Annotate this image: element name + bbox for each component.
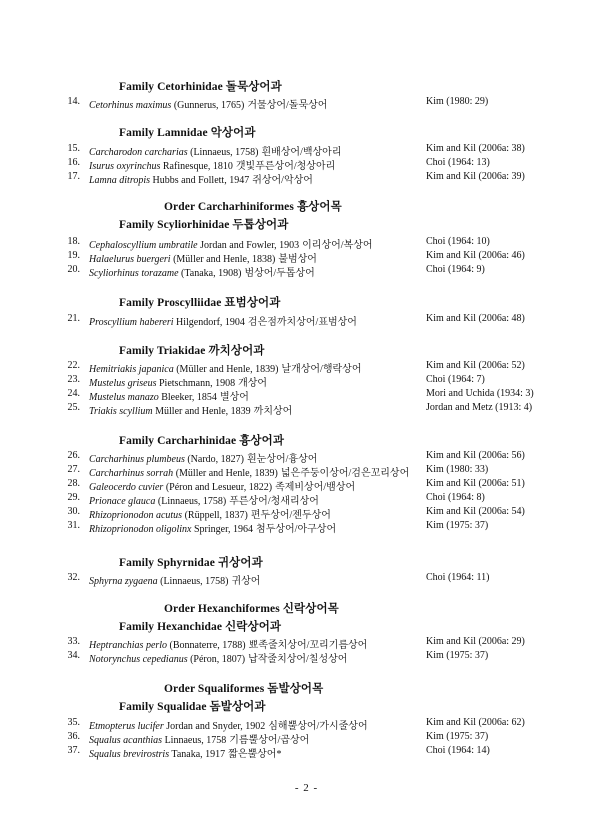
author-year: Linnaeus, 1758 [162, 735, 227, 746]
scientific-name: Cephaloscyllium umbratile [89, 240, 198, 251]
heading-label: Order Squaliformes [164, 683, 265, 695]
entry-number: 30. [67, 506, 80, 517]
korean-name: 검은점까치상어/표범상어 [247, 317, 357, 328]
entry-number: 21. [67, 313, 80, 324]
korean-name: 푸른상어/청새리상어 [229, 496, 319, 507]
heading-label: Family Cetorhinidae [119, 81, 223, 93]
heading-label: Family Lamnidae [119, 127, 208, 139]
scientific-name: Heptranchias perlo [89, 640, 168, 651]
species-name [89, 96, 327, 111]
author-year: Hubbs and Follett, 1947 [150, 175, 250, 186]
reference: Choi (1964: 8) [426, 492, 485, 503]
species-entry [0, 402, 613, 416]
author-year: (Péron, 1807) [187, 654, 246, 665]
entry-number: 19. [67, 250, 80, 261]
author-year: (Péron and Lesueur, 1822) [163, 482, 273, 493]
scientific-name: Proscyllium habereri [89, 317, 174, 328]
author-year: (Müller and Henle, 1838) [170, 254, 276, 265]
species-name [89, 492, 319, 507]
scientific-name: Mustelus manazo [89, 392, 159, 403]
species-name [89, 464, 409, 479]
scientific-name: Rhizoprionodon acutus [89, 510, 183, 521]
korean-name: 거물상어/돌묵상어 [247, 100, 328, 111]
heading-korean-name: 흉상어목 [296, 201, 342, 213]
scientific-name: Triakis scyllium [89, 406, 153, 417]
species-name [89, 374, 267, 389]
species-name [89, 731, 309, 746]
species-entry [0, 360, 613, 374]
scientific-name: Sphyrna zygaena [89, 576, 158, 587]
page-number: - 2 - [294, 782, 319, 794]
entry-number: 23. [67, 374, 80, 385]
species-entry [0, 636, 613, 650]
family-heading [119, 294, 280, 310]
reference: Kim and Kil (2006a: 54) [426, 506, 525, 517]
heading-label: Family Squalidae [119, 701, 207, 713]
korean-name: 넓은주둥이상어/검은꼬리상어 [280, 468, 410, 479]
entry-number: 16. [67, 157, 80, 168]
scientific-name: Scyliorhinus torazame [89, 268, 179, 279]
korean-name: 심해뿔상어/가시줄상어 [268, 721, 368, 732]
author-year: (Linnaeus, 1758) [155, 496, 227, 507]
heading-label: Family Hexanchidae [119, 621, 223, 633]
entry-number: 29. [67, 492, 80, 503]
species-entry [0, 236, 613, 250]
reference: Kim and Kil (2006a: 62) [426, 717, 525, 728]
heading-label: Family Scyliorhinidae [119, 219, 230, 231]
entry-number: 15. [67, 143, 80, 154]
reference: Kim and Kil (2006a: 51) [426, 478, 525, 489]
species-entry [0, 264, 613, 278]
species-name [89, 360, 361, 375]
author-year: (Rüppell, 1837) [182, 510, 248, 521]
species-entry [0, 572, 613, 586]
scientific-name: Rhizoprionodon oligolinx [89, 524, 192, 535]
species-name [89, 388, 249, 403]
scientific-name: Cetorhinus maximus [89, 100, 172, 111]
author-year: (Tanaka, 1908) [178, 268, 242, 279]
species-entry [0, 745, 613, 759]
reference: Kim and Kil (2006a: 48) [426, 313, 525, 324]
author-year: Jordan and Fowler, 1903 [197, 240, 300, 251]
species-name [89, 143, 342, 158]
species-name [89, 636, 367, 651]
entry-number: 31. [67, 520, 80, 531]
species-entry [0, 478, 613, 492]
scientific-name: Galeocerdo cuvier [89, 482, 164, 493]
scientific-name: Notorynchus cepedianus [89, 654, 188, 665]
scientific-name: Prionace glauca [89, 496, 156, 507]
species-name [89, 478, 355, 493]
heading-korean-name: 돌묵상어과 [225, 81, 282, 93]
reference: Kim and Kil (2006a: 29) [426, 636, 525, 647]
species-entry [0, 520, 613, 534]
reference: Kim (1980: 29) [426, 96, 489, 107]
scientific-name: Etmopterus lucifer [89, 721, 164, 732]
scientific-name: Squalus acanthias [89, 735, 163, 746]
korean-name: 납작줄치상어/칠성상어 [248, 654, 348, 665]
species-name [89, 506, 331, 521]
entry-number: 27. [67, 464, 80, 475]
heading-korean-name: 돔발상어과 [209, 701, 266, 713]
species-name [89, 572, 260, 587]
order-heading [164, 198, 342, 214]
species-entry [0, 650, 613, 664]
family-heading [119, 124, 256, 140]
entry-number: 34. [67, 650, 80, 661]
species-entry [0, 313, 613, 327]
entry-number: 32. [67, 572, 80, 583]
species-name [89, 171, 313, 186]
scientific-name: Hemitriakis japanica [89, 364, 174, 375]
korean-name: 불범상어 [278, 254, 317, 265]
reference: Kim and Kil (2006a: 52) [426, 360, 525, 371]
heading-korean-name: 귀상어과 [217, 557, 263, 569]
order-heading [164, 600, 339, 616]
order-heading [164, 680, 323, 696]
reference: Choi (1964: 9) [426, 264, 485, 275]
author-year: Springer, 1964 [191, 524, 254, 535]
korean-name: 별상어 [219, 392, 249, 403]
scientific-name: Halaelurus buergeri [89, 254, 171, 265]
korean-name: 뾰족줄치상어/꼬리기름상어 [248, 640, 368, 651]
heading-korean-name: 까치상어과 [208, 345, 265, 357]
reference: Choi (1964: 14) [426, 745, 490, 756]
korean-name: 쥐상어/악상어 [252, 175, 313, 186]
entry-number: 24. [67, 388, 80, 399]
species-name [89, 313, 357, 328]
reference: Kim and Kil (2006a: 39) [426, 171, 525, 182]
family-heading [119, 554, 263, 570]
korean-name: 기름뿔상어/곱상어 [229, 735, 310, 746]
korean-name: 날개상어/행락상어 [281, 364, 362, 375]
author-year: Pietschmann, 1908 [156, 378, 236, 389]
korean-name: 편두상어/젠두상어 [250, 510, 331, 521]
species-name [89, 650, 347, 665]
entry-number: 20. [67, 264, 80, 275]
entry-number: 25. [67, 402, 80, 413]
heading-label: Order Hexanchiformes [164, 603, 280, 615]
reference: Mori and Uchida (1934: 3) [426, 388, 534, 399]
heading-label: Family Triakidae [119, 345, 206, 357]
species-name [89, 450, 317, 465]
species-entry [0, 492, 613, 506]
species-entry [0, 143, 613, 157]
reference: Kim (1975: 37) [426, 650, 489, 661]
species-entry [0, 374, 613, 388]
species-entry [0, 506, 613, 520]
species-entry [0, 450, 613, 464]
heading-korean-name: 악상어과 [210, 127, 256, 139]
heading-label: Family Carcharhinidae [119, 435, 237, 447]
family-heading [119, 78, 282, 94]
korean-name: 족제비상어/뱀상어 [275, 482, 356, 493]
species-name [89, 157, 335, 172]
entry-number: 14. [67, 96, 80, 107]
entry-number: 17. [67, 171, 80, 182]
author-year: (Linnaeus, 1758) [157, 576, 229, 587]
scientific-name: Carcharodon carcharias [89, 147, 188, 158]
korean-name: 귀상어 [231, 576, 261, 587]
entry-number: 22. [67, 360, 80, 371]
author-year: Tanaka, 1917 [169, 749, 226, 760]
entry-number: 18. [67, 236, 80, 247]
author-year: (Linnaeus, 1758) [187, 147, 259, 158]
author-year: (Müller and Henle, 1839) [173, 364, 279, 375]
reference: Kim and Kil (2006a: 56) [426, 450, 525, 461]
korean-name: 이리상어/복상어 [302, 240, 373, 251]
heading-korean-name: 표범상어과 [224, 297, 281, 309]
korean-name: 개상어 [238, 378, 268, 389]
family-heading [119, 618, 281, 634]
korean-name: 까치상어 [253, 406, 293, 417]
species-name [89, 745, 281, 760]
author-year: (Nardo, 1827) [184, 454, 244, 465]
species-name [89, 402, 292, 417]
reference: Choi (1964: 11) [426, 572, 490, 583]
species-entry [0, 731, 613, 745]
author-year: (Gunnerus, 1765) [171, 100, 245, 111]
species-name [89, 250, 317, 265]
species-entry [0, 464, 613, 478]
scientific-name: Squalus brevirostris [89, 749, 170, 760]
entry-number: 33. [67, 636, 80, 647]
entry-number: 26. [67, 450, 80, 461]
species-entry [0, 388, 613, 402]
author-year: Müller and Henle, 1839 [152, 406, 251, 417]
heading-label: Family Proscylliidae [119, 297, 222, 309]
scientific-name: Carcharhinus plumbeus [89, 454, 185, 465]
korean-name: 범상어/두톱상어 [244, 268, 315, 279]
author-year: Rafinesque, 1810 [160, 161, 233, 172]
entry-number: 37. [67, 745, 80, 756]
reference: Choi (1964: 7) [426, 374, 485, 385]
heading-korean-name: 신락상어목 [282, 603, 339, 615]
heading-korean-name: 돔발상어목 [267, 683, 324, 695]
reference: Choi (1964: 10) [426, 236, 490, 247]
family-heading [119, 216, 288, 232]
scientific-name: Isurus oxyrinchus [89, 161, 161, 172]
heading-korean-name: 두톱상어과 [232, 219, 289, 231]
species-entry [0, 96, 613, 110]
family-heading [119, 432, 284, 448]
species-name [89, 264, 315, 279]
heading-label: Order Carcharhiniformes [164, 201, 294, 213]
scientific-name: Carcharhinus sorrah [89, 468, 174, 479]
species-entry [0, 157, 613, 171]
author-year: Hilgendorf, 1904 [173, 317, 245, 328]
author-year: Jordan and Snyder, 1902 [163, 721, 266, 732]
entry-number: 35. [67, 717, 80, 728]
author-year: Bleeker, 1854 [158, 392, 217, 403]
reference: Kim and Kil (2006a: 46) [426, 250, 525, 261]
scientific-name: Lamna ditropis [89, 175, 151, 186]
author-year: (Müller and Henle, 1839) [173, 468, 278, 479]
species-name [89, 717, 368, 732]
heading-label: Family Sphyrnidae [119, 557, 215, 569]
heading-korean-name: 흉상어과 [239, 435, 285, 447]
species-entry [0, 250, 613, 264]
species-name [89, 520, 336, 535]
author-year: (Bonnaterre, 1788) [167, 640, 246, 651]
heading-korean-name: 신락상어과 [225, 621, 282, 633]
korean-name: 흰배상어/백상아리 [261, 147, 342, 158]
scientific-name: Mustelus griseus [89, 378, 157, 389]
reference: Jordan and Metz (1913: 4) [426, 402, 533, 413]
entry-number: 36. [67, 731, 80, 742]
reference: Kim (1975: 37) [426, 731, 489, 742]
korean-name: 흰눈상어/흉상어 [247, 454, 318, 465]
korean-name: 갯빛푸른상어/청상아리 [235, 161, 336, 172]
species-entry [0, 717, 613, 731]
reference: Kim and Kil (2006a: 38) [426, 143, 525, 154]
family-heading [119, 698, 266, 714]
korean-name: 짧은뿔상어* [228, 749, 282, 760]
entry-number: 28. [67, 478, 80, 489]
species-name [89, 236, 373, 251]
reference: Choi (1964: 13) [426, 157, 490, 168]
species-entry [0, 171, 613, 185]
reference: Kim (1980: 33) [426, 464, 489, 475]
family-heading [119, 342, 265, 358]
reference: Kim (1975: 37) [426, 520, 489, 531]
korean-name: 첨두상어/아구상어 [256, 524, 337, 535]
